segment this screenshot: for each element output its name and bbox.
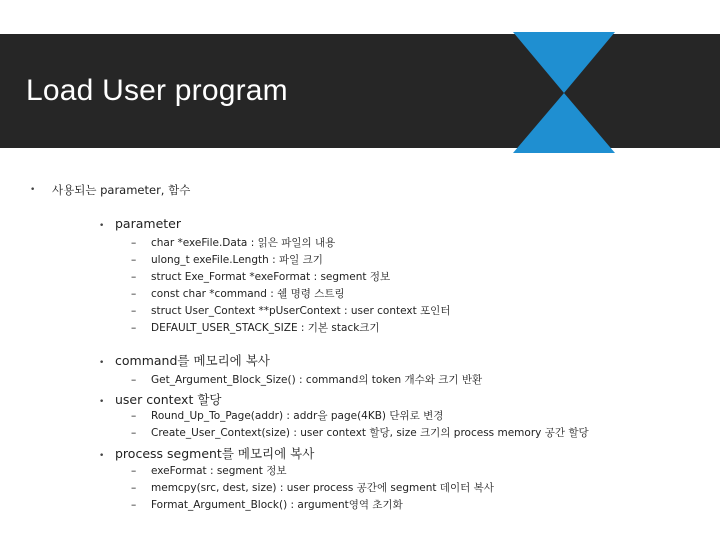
section-heading-user-context <box>99 390 221 408</box>
hourglass-bottom-triangle <box>513 93 615 153</box>
section-bullet: • <box>99 221 105 231</box>
list-item: – struct User_Context **pUserContext : user context 포인터 <box>131 305 451 317</box>
list-item: – struct Exe_Format *exeFormat : segment 정보 <box>131 271 391 283</box>
section-heading-command-copy <box>99 351 270 369</box>
section-heading-text: command를 메모리에 복사 <box>115 353 270 368</box>
list-item: – char *exeFile.Data : 읽은 파일의 내용 <box>131 237 336 249</box>
slide-title: Load User program <box>26 74 288 107</box>
hourglass-top-triangle <box>513 32 615 93</box>
section-heading-text: process segment를 메모리에 복사 <box>115 446 315 461</box>
list-item: – ulong_t exeFile.Length : 파일 크기 <box>131 254 323 266</box>
section-bullet: • <box>99 451 105 461</box>
section-bullet: • <box>99 397 105 407</box>
section-heading-text: user context 할당 <box>115 392 222 407</box>
section-heading-text: parameter <box>115 216 181 231</box>
list-item: – Round_Up_To_Page(addr) : addr을 page(4KB) 단위로 변경 <box>131 410 444 422</box>
list-item: – Create_User_Context(size) : user context 할당, size 크기의 process memory 공간 할당 <box>131 427 589 439</box>
list-item: – memcpy(src, dest, size) : user process 공간에 segment 데이터 복사 <box>131 482 494 494</box>
section-bullet: • <box>99 358 105 368</box>
list-item: – DEFAULT_USER_STACK_SIZE : 기본 stack크기 <box>131 322 380 334</box>
list-item: – exeFormat : segment 정보 <box>131 465 287 477</box>
section-heading-parameter <box>99 216 181 231</box>
intro-bullet: • <box>30 185 36 195</box>
list-item: – Get_Argument_Block_Size() : command의 token 개수와 크기 반환 <box>131 374 483 386</box>
list-item: – Format_Argument_Block() : argument영역 초기화 <box>131 499 403 511</box>
section-heading-process-segment <box>99 444 314 462</box>
list-item: – const char *command : 쉘 명령 스트링 <box>131 288 345 300</box>
intro-text: 사용되는 parameter, 함수 <box>52 183 191 197</box>
